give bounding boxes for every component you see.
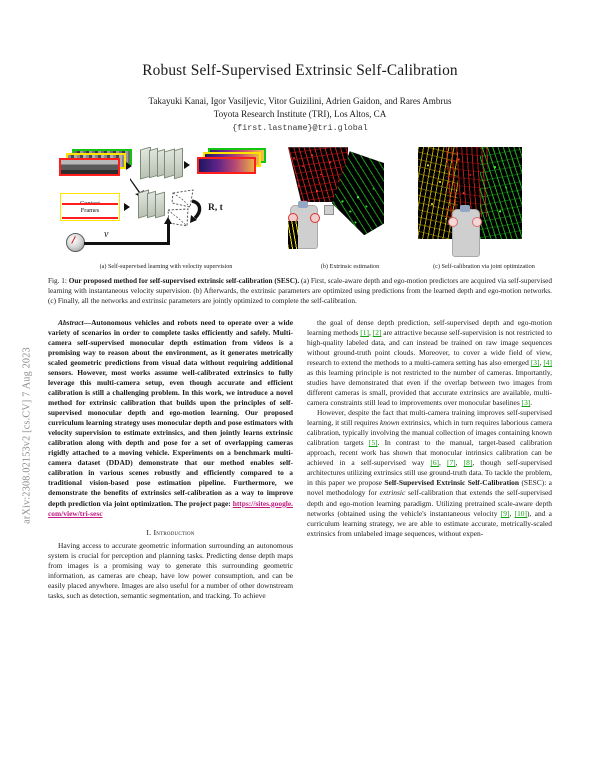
- vehicle-camera-front-b: [324, 205, 334, 215]
- rp2-j: ), and a curriculum learning strategy, we are able to estimate accurate, metrically-scaled extrinsics from unlabeled image sequences, without expen-: [307, 508, 552, 538]
- citation-2[interactable]: [2]: [372, 328, 382, 338]
- paper-page: [48, 0, 552, 776]
- context-frames-underline-2: [62, 217, 118, 218]
- rp2-c: . In contrast to the manual, target-based calibration approach, recent work has shown that monocular intrinsics calibration can be achieved in a self-supervised way: [307, 438, 552, 468]
- citation-1[interactable]: [1]: [360, 328, 369, 338]
- body-columns: [48, 318, 552, 601]
- rp1-e: as this learning principle is not restricted to the number of cameras. Importantly, studies have demonstrated that even if the overlap between two images from different cameras is small, provided that accurate extrinsics are available, multi-camera constraints still lead to improvements over monocular baselines: [307, 368, 552, 408]
- figure-panel-b: [288, 147, 412, 259]
- rp2-h: self-calibration that extends the self-supervised depth and ego-motion learning paradigm. Utilizing pretrained scale-aware depth networks (obtained using the vehicle's instantaneous velocity: [307, 488, 552, 518]
- arrow-input-to-encoder: [126, 162, 132, 170]
- abstract-body: Autonomous vehicles and robots need to operate over a wide variety of scenarios in order to complete tasks efficiently and safely. Multi-camera self-supervised monocular depth estimation from videos is a promising way to reason about the environment, as it generates metrically scaled geometric predictions from visual data without requiring additional sensors. However, most works assume well-calibrated extrinsics to fully leverage this multi-camera setup, even though accurate and efficient calibration is still a challenging problem. In this work, we introduce a novel method for extrinsic calibration that builds upon the principles of self-supervised monocular depth and ego-motion learning. Our proposed curriculum learning strategy uses monocular depth and pose estimators with velocity supervision to estimate extrinsics, and then jointly learns extrinsic calibration along with depth and pose for a set of overlapping cameras rigidly attached to a moving vehicle. Experiments on a benchmark multi-camera dataset (DDAD) demonstrate that our method enables self-calibration in various scenes robustly and efficiently compared to a traditional vision-based pose estimation pipeline. Furthermore, we demonstrate the benefits of extrinsics self-calibration as a way to improve depth prediction via joint optimization. The project page:: [48, 318, 293, 508]
- subcaption-b: (b) Extrinsic estimation: [320, 263, 380, 271]
- velocity-label: v: [104, 229, 109, 241]
- context-frames-label-line2: Frames: [80, 207, 100, 215]
- pose-arrow-icon: [188, 199, 210, 225]
- rp2-g: (SESC): a novel methodology for: [307, 478, 552, 498]
- citation-6[interactable]: [5]: [368, 438, 378, 448]
- bold-sesc-term: Self-Supervised Extrinsic Self-Calibration: [384, 478, 520, 488]
- pose-arrow: [188, 199, 210, 230]
- depth-net-slab-5: [174, 148, 183, 180]
- right-paragraph-1: [307, 318, 552, 408]
- rp1-d: ,: [539, 358, 544, 368]
- citation-9[interactable]: [8]: [463, 458, 473, 468]
- citation-7[interactable]: [6]: [430, 458, 440, 468]
- project-page-link[interactable]: https://sites.google.com/view/tri-sesc: [48, 498, 294, 518]
- rp1-f: .: [530, 398, 533, 408]
- figure-panel-a: [48, 147, 284, 259]
- right-paragraph-2: [307, 408, 552, 538]
- vehicle-sensor-c: [460, 205, 470, 212]
- section-heading-introduction: I. Introduction: [146, 527, 195, 537]
- input-frame-red: [59, 158, 120, 176]
- velocity-flow-arrowhead: [164, 217, 172, 224]
- rp1-a: the goal of dense depth prediction, self-supervised depth and ego-motion learning methods: [307, 318, 552, 338]
- figure-caption-bold: Our proposed method for self-supervised extrinsic self-calibration (SESC).: [68, 277, 300, 286]
- citation-3[interactable]: [3]: [530, 358, 540, 368]
- intro-paragraph-1: Having access to accurate geometric information surrounding an autonomous system is crucial for perception and planning tasks. Predicting dense depth maps from images is a promising way to generate this surrounding geometric information, as cameras are cheap, have low power consumption, and can be easily placed anywhere. Images are also useful for a number of other downstream tasks, such as detection, semantic segmentation, and tracking. To achieve: [48, 541, 293, 601]
- depth-map-red: [197, 157, 256, 174]
- velocity-flow-line: [84, 242, 170, 245]
- subcaption-a: (a) Self-supervised learning with velocity supervision: [99, 263, 233, 271]
- abstract-dash: —: [83, 318, 92, 328]
- left-column: [48, 318, 293, 601]
- pointcloud-yellow-left-b: [288, 221, 298, 249]
- vehicle-camera-right-b: [310, 213, 320, 223]
- emphasis-known: known: [380, 418, 400, 428]
- pointcloud-green-aligned: [480, 147, 522, 239]
- context-frames-underline-1: [62, 203, 118, 204]
- velocity-flow-riser: [167, 223, 170, 245]
- pose-net-slab-3: [155, 192, 165, 219]
- emphasis-extrinsic: extrinsic: [379, 488, 406, 498]
- arxiv-stamp: arXiv:2308.02153v2 [cs.CV] 7 Aug 2023: [21, 347, 33, 524]
- citation-8[interactable]: [7]: [446, 458, 456, 468]
- page-title: Robust Self-Supervised Extrinsic Self-Calibration: [142, 62, 458, 79]
- figure-caption: [48, 277, 552, 306]
- rt-label: R, t: [208, 203, 223, 214]
- figure-caption-number: Fig. 1:: [48, 277, 67, 286]
- rp2-b: extrinsics, which in turn requires laborious camera calibration, typically involving the manual collection of images containing known calibration targets: [307, 418, 552, 448]
- citation-11[interactable]: [10]: [514, 508, 528, 518]
- citation-5[interactable]: [3]: [521, 398, 531, 408]
- rp1-b: ,: [368, 328, 373, 338]
- subcaption-c: (c) Self-calibration via joint optimization: [433, 263, 535, 271]
- figure-1: [48, 147, 552, 306]
- author-list: Takayuki Kanai, Igor Vasiljevic, Vitor Guizilini, Adrien Gaidon, and Rares Ambrus: [148, 96, 452, 107]
- figure-subcaptions: [48, 263, 552, 270]
- rp2-a: However, despite the fact that multi-camera training improves self-supervised learning, it still requires: [307, 408, 552, 428]
- rp1-c: are attractive because self-supervision is not restricted to high-quality labeled data, and can instead be trained on raw image sequences without ground-truth point clouds. Moreover, to cover a wide field of view, research to extend the methods to a multi-camera setting has also emerged: [307, 328, 553, 368]
- rp2-d: ,: [439, 458, 447, 468]
- abstract-label: Abstract: [58, 318, 84, 328]
- arrow-encoder-to-depth: [184, 161, 190, 169]
- rp2-f: , though self-supervised architectures utilizing extrinsics still use ground-truth data. To tackle the problem, in this paper we propose: [307, 458, 553, 488]
- citation-10[interactable]: [9]: [500, 508, 510, 518]
- abstract-paragraph: [48, 318, 293, 518]
- right-column: [307, 318, 552, 601]
- citation-4[interactable]: [4]: [543, 358, 552, 368]
- figure-panel-c: [416, 147, 552, 259]
- figure-caption-rest: (a) First, scale-aware depth and ego-motion predictors are acquired via self-supervised learning with instantaneous velocity supervision. (b) Afterwards, the extrinsic parameters are optimized using predictions from the learned depth and ego-motion networks. (c) Finally, all the networks and extrinsic parameters are jointly optimized to complete the self-calibration.: [48, 277, 553, 305]
- arrow-context-to-posenet: [124, 203, 130, 211]
- vehicle-sensor-b: [298, 201, 308, 208]
- contact-email: {first.lastname}@tri.global: [232, 123, 368, 134]
- affiliation: Toyota Research Institute (TRI), Los Altos, CA: [213, 109, 387, 120]
- rp2-e: ,: [455, 458, 464, 468]
- rp2-i: ,: [509, 508, 515, 518]
- figure-panels: [48, 147, 552, 259]
